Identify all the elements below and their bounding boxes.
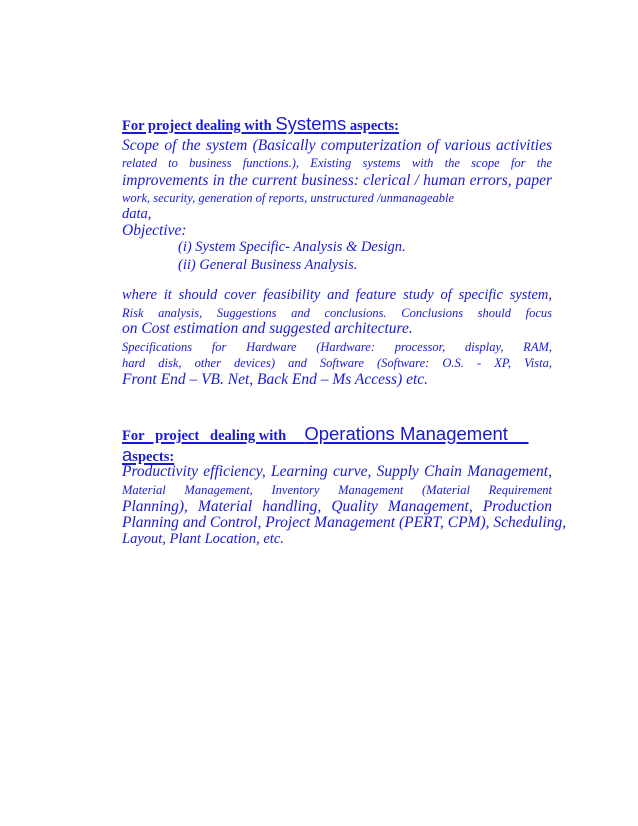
operations-heading-keyword: Operations Management (304, 423, 529, 444)
systems-heading-keyword: Systems (275, 113, 347, 134)
objective-item-1: (i) System Specific- Analysis & Design. (178, 239, 406, 255)
operations-heading-rest: spects: (132, 449, 175, 465)
systems-line-4: work, security, generation of reports, unstructured /unmanageable (122, 191, 455, 205)
operations-line-4: Planning and Control, Project Management (PERT, CPM), Scheduling, (122, 514, 567, 531)
systems-heading-suffix: aspects: (346, 118, 400, 134)
systems-para2-line-4: Specifications for Hardware (Hardware: processor, display, RAM, (122, 340, 552, 354)
objective-item-2: (ii) General Business Analysis. (178, 257, 358, 273)
systems-line-1: Scope of the system (Basically computerization of various activities (122, 137, 552, 154)
objective-label: Objective: (122, 222, 187, 239)
systems-line-5: data, (122, 206, 152, 222)
operations-heading-prefix: For project dealing with (122, 428, 305, 444)
systems-para2-line-1: where it should cover feasibility and feature study of specific system, (122, 287, 552, 303)
operations-line-3: Planning), Material handling, Quality Management, Production (122, 498, 552, 515)
operations-heading (122, 423, 562, 445)
systems-para2-line-6: Front End – VB. Net, Back End – Ms Access) etc. (122, 371, 429, 388)
systems-line-2: related to business functions.), Existing systems with the scope for the (122, 156, 552, 170)
systems-para2-line-3: on Cost estimation and suggested architecture. (122, 320, 413, 337)
systems-line-3: improvements in the current business: clerical / human errors, paper (122, 172, 552, 189)
operations-heading-initial: a (122, 444, 133, 465)
operations-line-5: Layout, Plant Location, etc. (122, 531, 284, 547)
systems-heading (122, 113, 562, 135)
systems-para2-line-5: hard disk, other devices) and Software (Software: O.S. - XP, Vista, (122, 356, 552, 370)
systems-para2-line-2: Risk analysis, Suggestions and conclusions. Conclusions should focus (122, 306, 552, 320)
operations-line-1: Productivity efficiency, Learning curve, Supply Chain Management, (122, 463, 552, 480)
systems-heading-prefix: For project dealing with (122, 118, 276, 134)
operations-line-2: Material Management, Inventory Management (Material Requirement (122, 483, 552, 497)
